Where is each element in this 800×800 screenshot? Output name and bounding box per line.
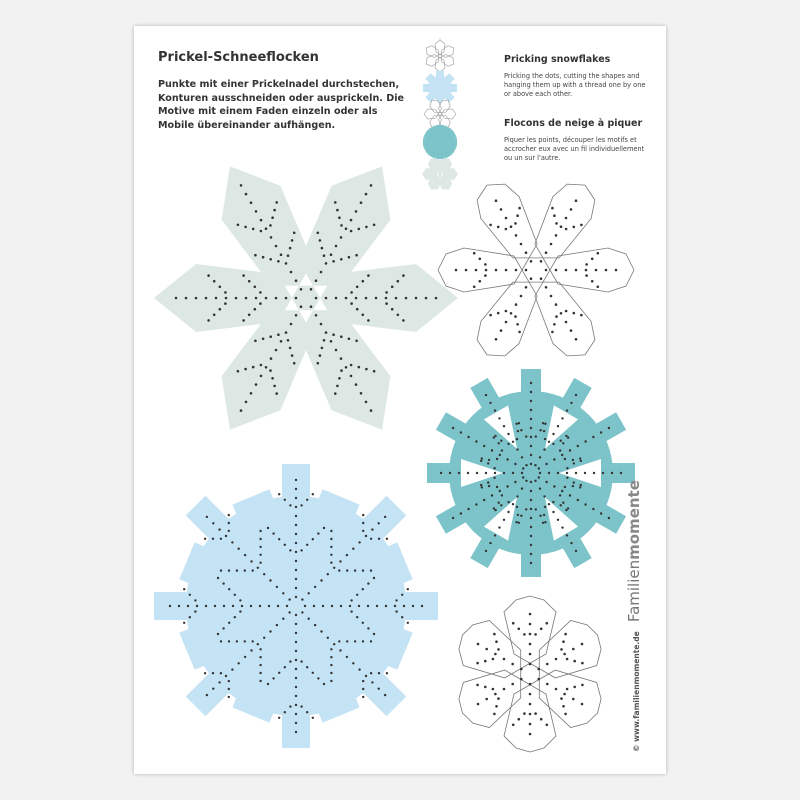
snowflake-mint xyxy=(154,166,458,429)
snowflake-outline-bottom xyxy=(459,596,601,752)
snowflake-light-blue xyxy=(154,464,438,748)
english-text: Pricking the dots, cutting the shapes and hanging them up with a thread one by one or above each other. xyxy=(504,72,646,99)
mobile-preview-icon xyxy=(422,38,458,190)
page-title: Prickel-Schneeflocken xyxy=(158,50,319,65)
english-heading: Pricking snowflakes xyxy=(504,54,611,65)
worksheet-page xyxy=(134,26,666,774)
copyright-url: © www.familienmomente.de xyxy=(632,631,641,752)
brand-logo xyxy=(625,480,643,622)
snowflake-teal xyxy=(427,369,635,577)
intro-text: Punkte mit einer Prickelnadel durchstechen, Konturen ausschneiden oder ausprickeln. Die Motive mit einem Faden einzeln oder als Mobile übereinander aufhängen. xyxy=(158,79,405,131)
french-heading: Flocons de neige à piquer xyxy=(504,118,643,129)
french-text: Piquer les points, découper les motifs et accrocher eux avec un fil individuellement ou un sur l'autre. xyxy=(504,136,645,163)
brand-bold: momente xyxy=(625,480,643,560)
brand-light: Familien xyxy=(625,559,643,623)
footer-credit xyxy=(624,480,643,752)
snowflake-outline-top xyxy=(438,184,634,356)
